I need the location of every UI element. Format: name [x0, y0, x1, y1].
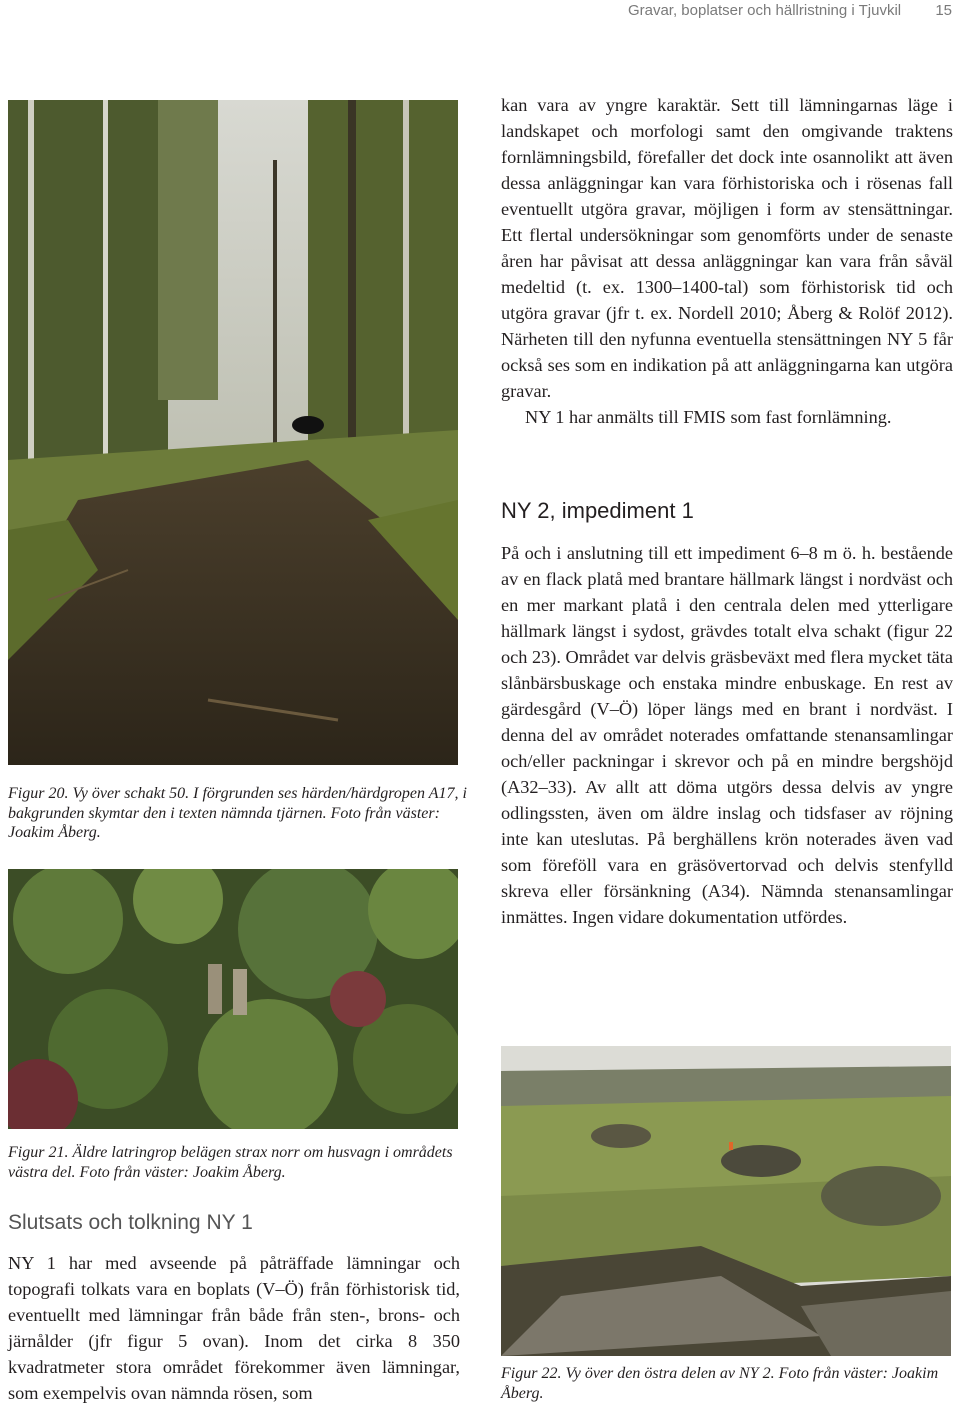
page-number: 15 [935, 2, 952, 19]
right-column-text-top [501, 92, 953, 430]
figure-21-caption: Figur 21. Äldre latringrop belägen strax norr om husvagn i områdets västra del. Foto från väster: Joakim Åberg. [8, 1144, 453, 1181]
body-paragraph: NY 1 har med avseende på påträffade lämningar och topografi tolkats vara en boplats (V–Ö) från förhistorisk tid, eventuellt med lämningar från både från sten-, brons- och järnålder (jfr figur 5 ovan). Inom det cirka 8 350 kvadratmeter stora området förekommer även lämningar, som exempelvis ovan nämnda rösen, som [8, 1253, 460, 1403]
section-heading-ny2: NY 2, impediment 1 [501, 498, 694, 523]
right-column-text-ny2 [501, 540, 953, 930]
section-heading-slutsats: Slutsats och tolkning NY 1 [8, 1211, 253, 1234]
figure-20-caption: Figur 20. Vy över schakt 50. I förgrunden ses härden/härdgropen A17, i bakgrunden skymtar den i texten nämnda tjärnen. Foto från väster: Joakim Åberg. [8, 785, 467, 841]
figure-22-photo [501, 1046, 951, 1356]
body-paragraph: NY 1 har anmälts till FMIS som fast fornlämning. [525, 407, 892, 427]
figure-21-photo [8, 869, 458, 1129]
figure-20-photo [8, 100, 458, 765]
left-column-text-slutsats [8, 1250, 460, 1406]
body-paragraph: På och i anslutning till ett impediment 6–8 m ö. h. bestående av en flack platå med brantare hällmark längst i nordväst och en mer markant platå i den centrala delen med ytterligare hällmark längst i sydost, grävdes totalt elva schakt (figur 22 och 23). Området var delvis gräsbeväxt med flera mycket täta slånbärsbuskage och enstaka mindre enbuskage. En rest av gärdesgård (V–Ö) löper längs med en brant i nordväst. I denna del av området noterades omfattande stenansamlingar och/eller packningar i skrevor och på en mindre bergshöjd (A32–33). Av allt att döma utgörs dessa delvis av yngre odlingssten, även om äldre inslag och tidsfaser av röjning inte kan uteslutas. På berghällens krön noterades även vad som föreföll vara en gräsövertorvad och delvis stenfylld skreva eller försänkning (A34). Nämnda stenansamlingar inmättes. Ingen vidare dokumentation utfördes. [501, 543, 953, 927]
figure-22-caption: Figur 22. Vy över den östra delen av NY 2. Foto från väster: Joakim Åberg. [501, 1365, 939, 1402]
body-paragraph: kan vara av yngre karaktär. Sett till lämningarnas läge i landskapet och morfologi samt den omgivande traktens fornlämningsbild, förefaller det dock inte osannolikt att även dessa anläggningar kan vara förhistoriska och i rösenas fall eventuellt utgöra gravar, möjligen i form av stensättningar. Ett flertal undersökningar som genomförts under de senaste åren har påvisat att dessa anläggningar kan vara från såväl medeltid (t. ex. 1300–1400-tal) som förhistorisk tid och utgöra gravar (jfr t. ex. Nordell 2010; Åberg & Rolöf 2012). Närheten till den nyfunna eventuella stensättningen NY 5 får också ses som en indikation på att anläggningarna kan utgöra gravar. [501, 95, 953, 401]
running-header [628, 2, 952, 22]
header-title: Gravar, boplatser och hällristning i Tjuvkil [627, 2, 902, 19]
